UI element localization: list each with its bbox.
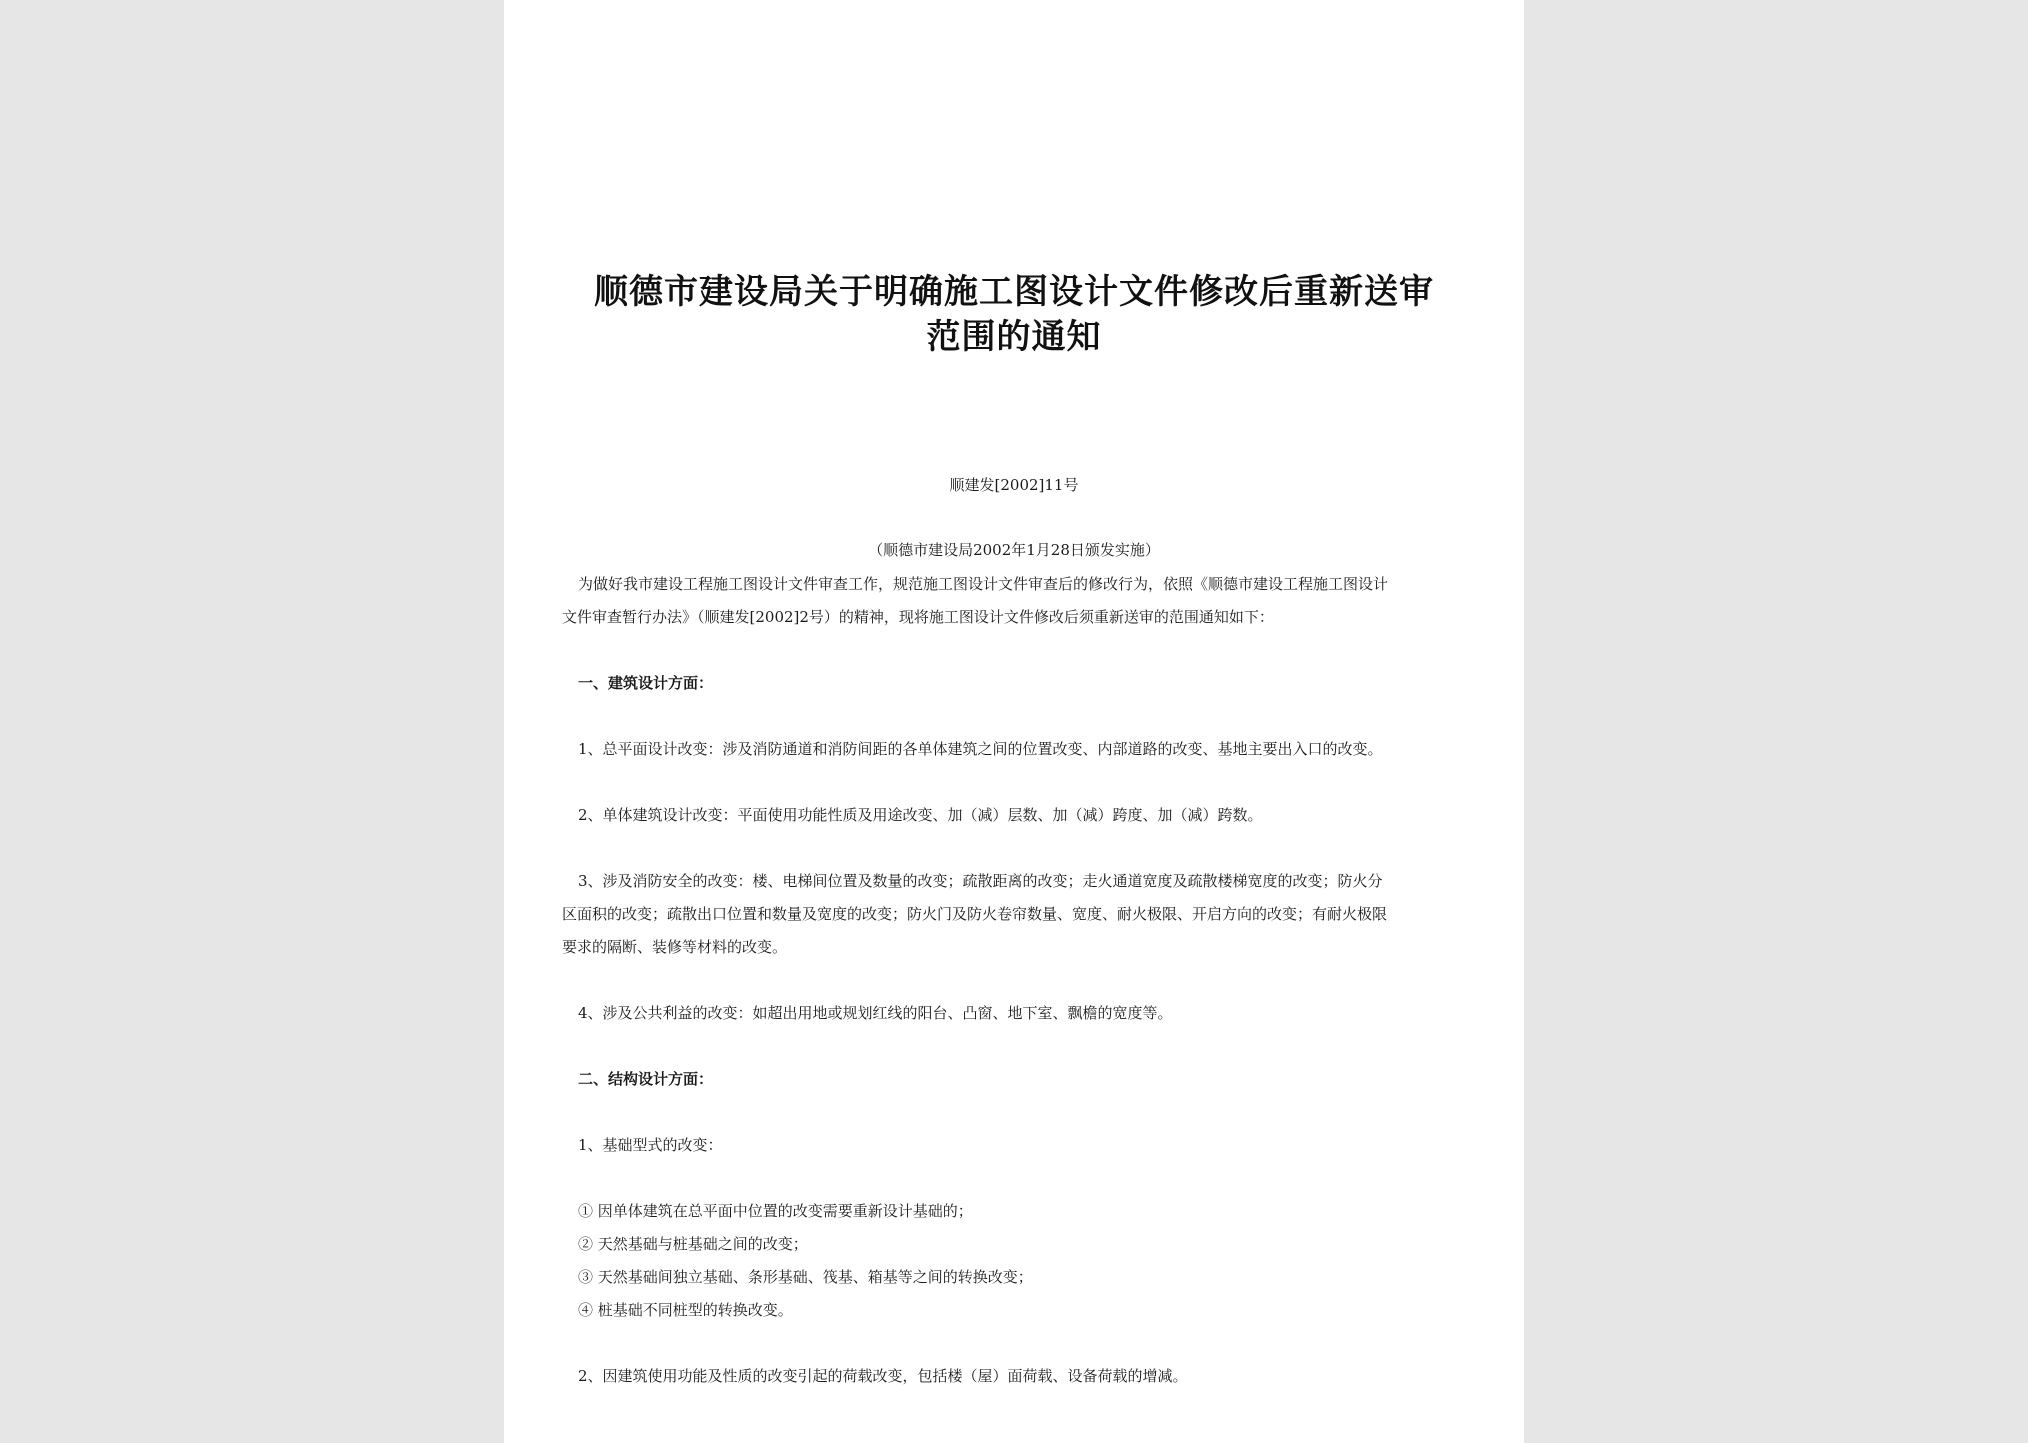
s1-item4: 4、涉及公共利益的改变：如超出用地或规划红线的阳台、凸窗、地下室、飘檐的宽度等。 <box>578 1004 1173 1022</box>
s1-item2: 2、单体建筑设计改变：平面使用功能性质及用途改变、加（减）层数、加（减）跨度、加（减）跨数。 <box>578 806 1263 824</box>
s2-sub3: ③ 天然基础间独立基础、条形基础、筏基、箱基等之间的转换改变； <box>578 1268 1033 1286</box>
document-title-line2: 范围的通知 <box>926 317 1102 357</box>
s1-item3-line3: 要求的隔断、装修等材料的改变。 <box>562 938 788 956</box>
section2-heading: 二、结构设计方面： <box>578 1070 714 1088</box>
section1-heading: 一、建筑设计方面： <box>578 674 714 692</box>
intro-line-2: 文件审查暂行办法》（顺建发[2002]2号）的精神，现将施工图设计文件修改后须重新送审的范围通知如下： <box>562 608 1274 626</box>
s1-item3-line1: 3、涉及消防安全的改变：楼、电梯间位置及数量的改变；疏散距离的改变；走火通道宽度及疏散楼梯宽度的改变；防火分 <box>578 872 1383 890</box>
document-title-line1: 顺德市建设局关于明确施工图设计文件修改后重新送审 <box>594 272 1434 312</box>
s1-item3-line2: 区面积的改变；疏散出口位置和数量及宽度的改变；防火门及防火卷帘数量、宽度、耐火极限、开启方向的改变；有耐火极限 <box>562 905 1388 923</box>
issue-note: （顺德市建设局2002年1月28日颁发实施） <box>868 541 1160 559</box>
s2-item1: 1、基础型式的改变： <box>578 1136 723 1154</box>
document-number: 顺建发[2002]11号 <box>949 476 1079 494</box>
s2-sub2: ② 天然基础与桩基础之间的改变； <box>578 1235 808 1253</box>
s2-item2: 2、因建筑使用功能及性质的改变引起的荷载改变，包括楼（屋）面荷载、设备荷载的增减。 <box>578 1367 1188 1385</box>
s2-sub4: ④ 桩基础不同桩型的转换改变。 <box>578 1301 793 1319</box>
s2-sub1: ① 因单体建筑在总平面中位置的改变需要重新设计基础的； <box>578 1202 973 1220</box>
document-page <box>504 0 1524 1443</box>
s1-item1: 1、总平面设计改变：涉及消防通道和消防间距的各单体建筑之间的位置改变、内部道路的改变、基地主要出入口的改变。 <box>578 740 1383 758</box>
intro-line-1: 为做好我市建设工程施工图设计文件审查工作，规范施工图设计文件审查后的修改行为，依照《顺德市建设工程施工图设计 <box>578 575 1389 593</box>
